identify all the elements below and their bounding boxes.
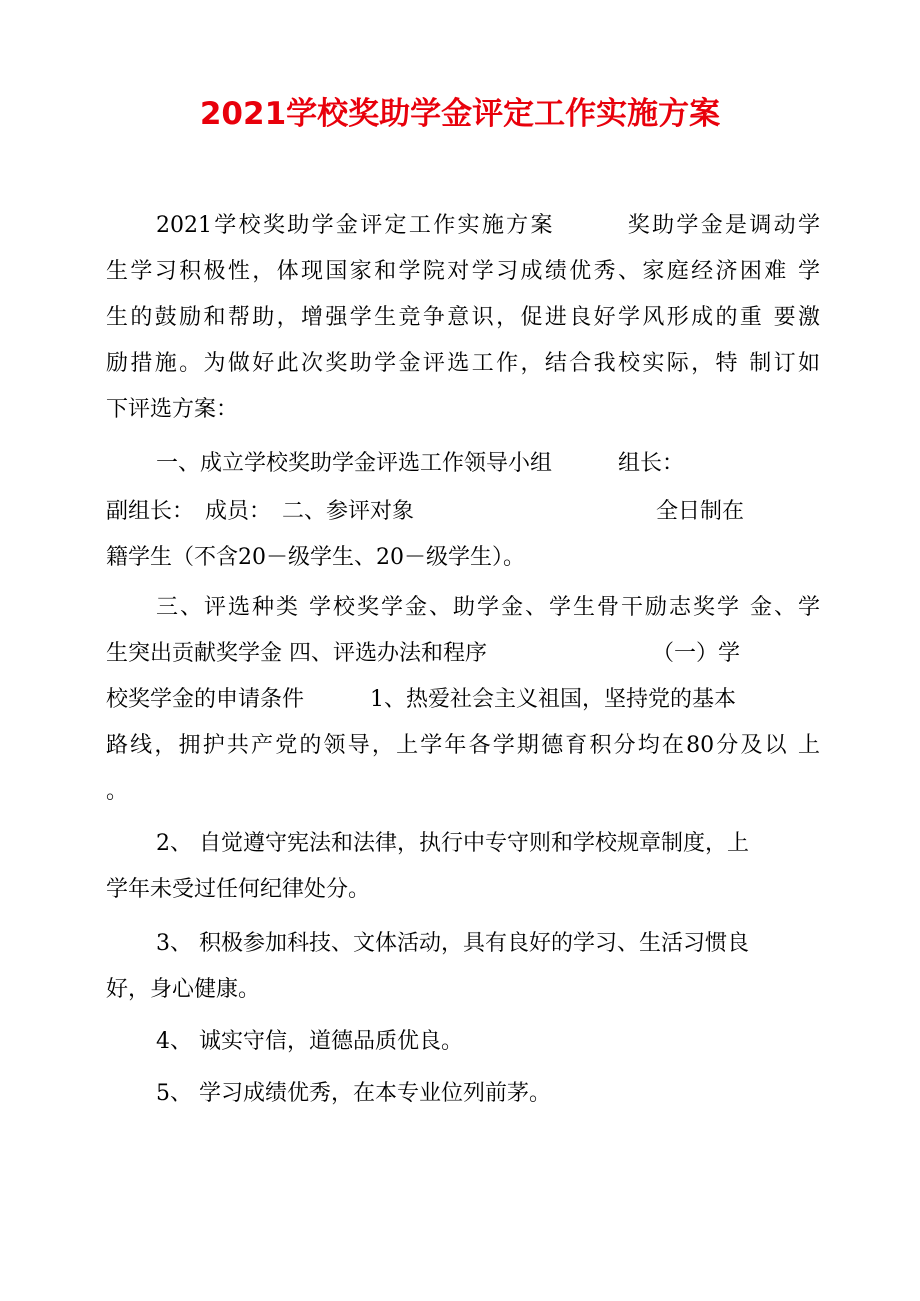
body-line-10: 生突出贡献奖学金 四、评选办法和程序 （一）学 (106, 641, 740, 666)
body-line-15: 学年未受过任何纪律处分。 (106, 877, 371, 902)
body-line-19: 5、 学习成绩优秀，在本专业位列前茅。 (156, 1081, 551, 1106)
body-line-5: 下评选方案： (106, 397, 239, 422)
body-line-2: 生学习积极性，体现国家和学院对学习成绩优秀、家庭经济困难 学 (106, 259, 820, 284)
body-line-3: 生的鼓励和帮助，增强学生竞争意识，促进良好学风形成的重 要激 (106, 305, 820, 330)
body-line-1: 2021学校奖助学金评定工作实施方案 奖助学金是调动学 (156, 213, 820, 238)
body-line-7: 副组长： 成员： 二、参评对象 全日制在 (106, 499, 745, 524)
body-line-11: 校奖学金的申请条件 1、热爱社会主义祖国，坚持党的基本 (106, 687, 736, 712)
body-line-13: 。 (106, 779, 129, 804)
body-line-6: 一、成立学校奖助学金评选工作领导小组 组长： (156, 451, 685, 476)
document-title: 2021学校奖助学金评定工作实施方案 (199, 96, 721, 132)
body-line-17: 好，身心健康。 (106, 977, 261, 1002)
body-line-8: 籍学生（不含20－级学生、20－级学生）。 (106, 545, 525, 570)
body-line-12: 路线，拥护共产党的领导，上学年各学期德育积分均在80分及以 上 (106, 733, 820, 758)
body-line-9: 三、评选种类 学校奖学金、助学金、学生骨干励志奖学 金、学 (156, 595, 820, 620)
body-line-18: 4、 诚实守信，道德品质优良。 (156, 1029, 463, 1054)
body-line-16: 3、 积极参加科技、文体活动，具有良好的学习、生活习惯良 (156, 931, 749, 956)
body-line-14: 2、 自觉遵守宪法和法律，执行中专守则和学校规章制度，上 (156, 831, 749, 856)
body-line-4: 励措施。为做好此次奖助学金评选工作，结合我校实际，特 制订如 (106, 351, 820, 376)
